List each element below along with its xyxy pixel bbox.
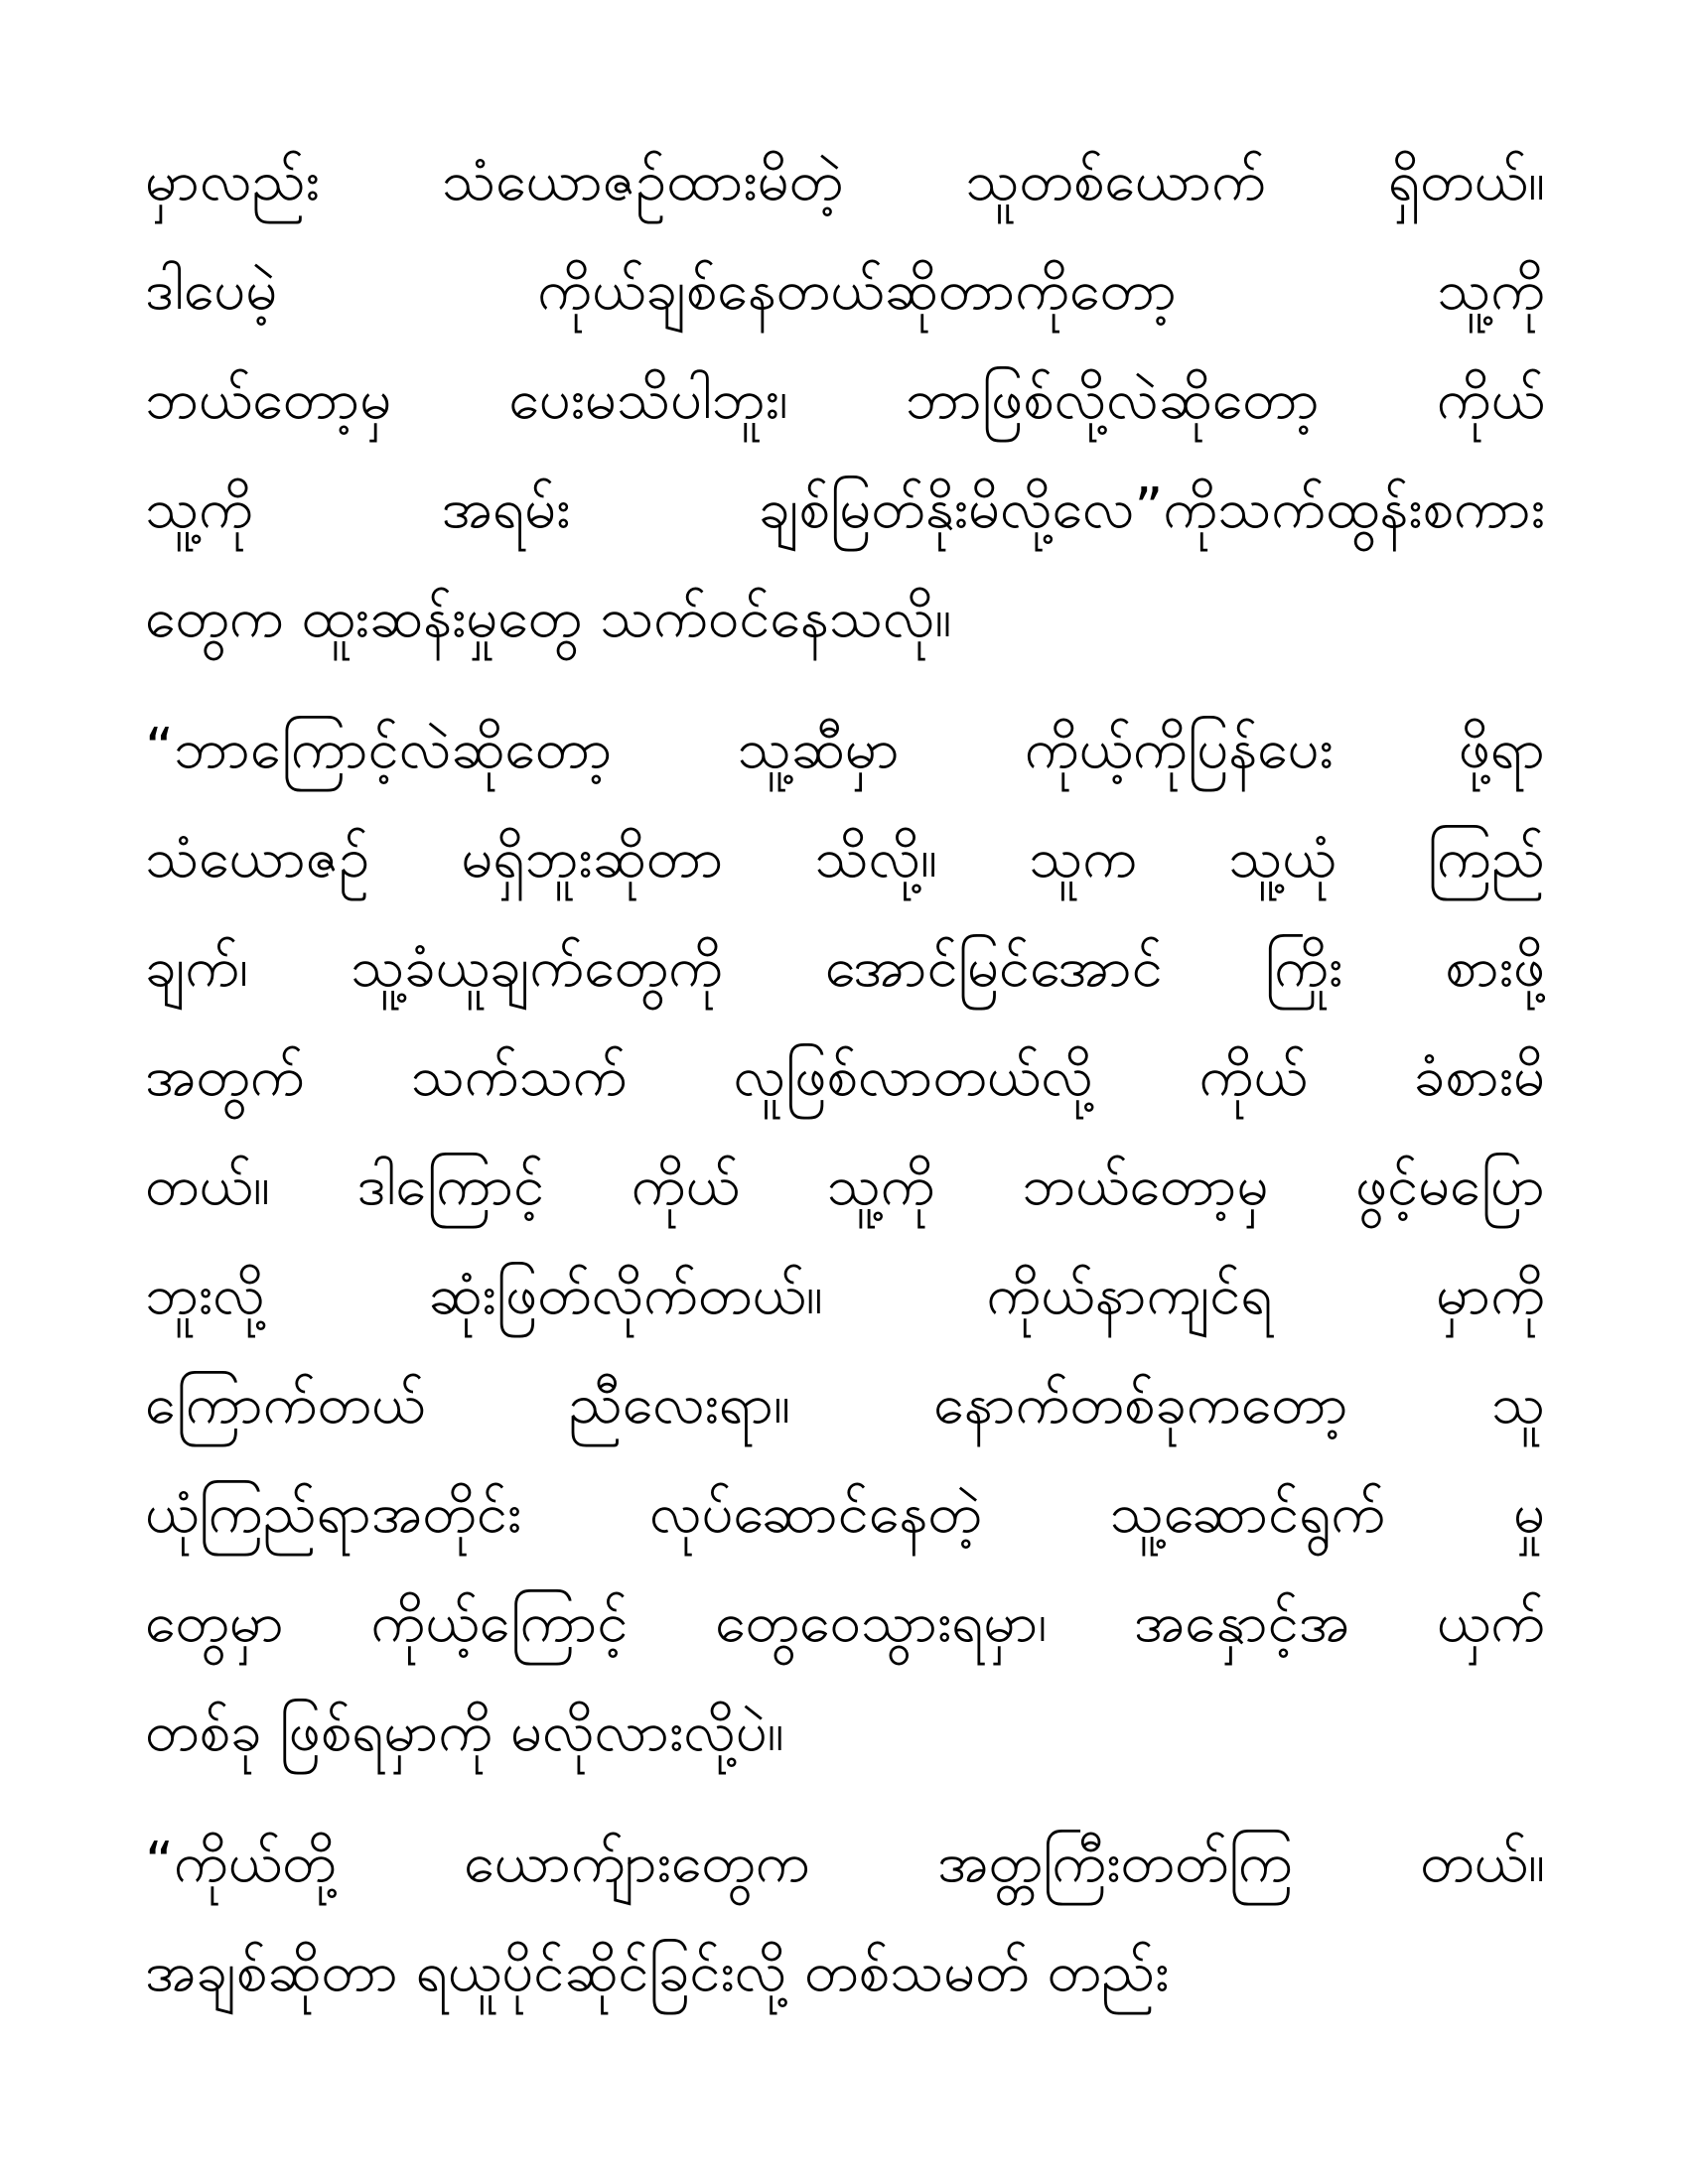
text-line: မှာလည်း သံယောဇဉ်ထားမိတဲ့ သူတစ်ယောက် ရှိတယ်။ [145,149,1545,213]
text-line: “ဘာကြောင့်လဲဆိုတော့ သူ့ဆီမှာ ကိုယ့်ကိုပြန်ပေး ဖို့ရာ [145,717,1545,781]
text-line: “ကိုယ်တို့ ယောက်ျားတွေက အတ္တကြီးတတ်ကြ တယ်။ [145,1831,1545,1895]
text-line: တွေက ထူးဆန်းမှုတွေ သက်ဝင်နေသလို။ [145,586,952,650]
paragraph [145,1809,1545,2027]
text-line: ချက်၊ သူ့ခံယူချက်တွေကို အောင်မြင်အောင် ကြိုး စားဖို့ [145,935,1545,1000]
text-line: အတွက် သက်သက် လူဖြစ်လာတယ်လို့ ကိုယ် ခံစားမိ [145,1044,1545,1109]
paragraph [145,695,1545,1787]
text-line: သူ့ကို အရမ်း ချစ်မြတ်နိုးမိလို့လေ”ကိုသက်ထွန်းစကား [145,477,1545,541]
text-line: တစ်ခု ဖြစ်ရမှာကို မလိုလားလို့ပဲ။ [145,1700,784,1764]
text-line: သံယောဇဉ် မရှိဘူးဆိုတာ သိလို့။ သူက သူ့ယုံ ကြည် [145,826,1545,890]
text-line: ဘယ်တော့မှ ပေးမသိပါဘူး၊ ဘာဖြစ်လို့လဲဆိုတော့ ကိုယ် [145,367,1545,432]
text-line: တွေမှာ ကိုယ့်ကြောင့် တွေဝေသွားရမှာ၊ အနှောင့်အ ယှက် [145,1590,1545,1655]
text-line: တယ်။ ဒါကြောင့် ကိုယ် သူ့ကို ဘယ်တော့မှ ဖွင့်မပြော [145,1154,1545,1218]
text-line: ဘူးလို့ ဆုံးဖြတ်လိုက်တယ်။ ကိုယ်နာကျင်ရ မှာကို [145,1263,1545,1327]
text-line: ကြောက်တယ် ညီလေးရာ။ နောက်တစ်ခုကတော့ သူ [145,1372,1545,1436]
document-body [145,127,1545,2049]
paragraph [145,127,1545,673]
text-line: အချစ်ဆိုတာ ရယူပိုင်ဆိုင်ခြင်းလို့ တစ်သမတ် တည်း [145,1940,1170,2004]
text-line: ယုံကြည်ရာအတိုင်း လုပ်ဆောင်နေတဲ့ သူ့ဆောင်ရွက် မှု [145,1481,1545,1546]
text-line: ဒါပေမဲ့ ကိုယ်ချစ်နေတယ်ဆိုတာကိုတော့ သူ့ကို [145,258,1545,323]
